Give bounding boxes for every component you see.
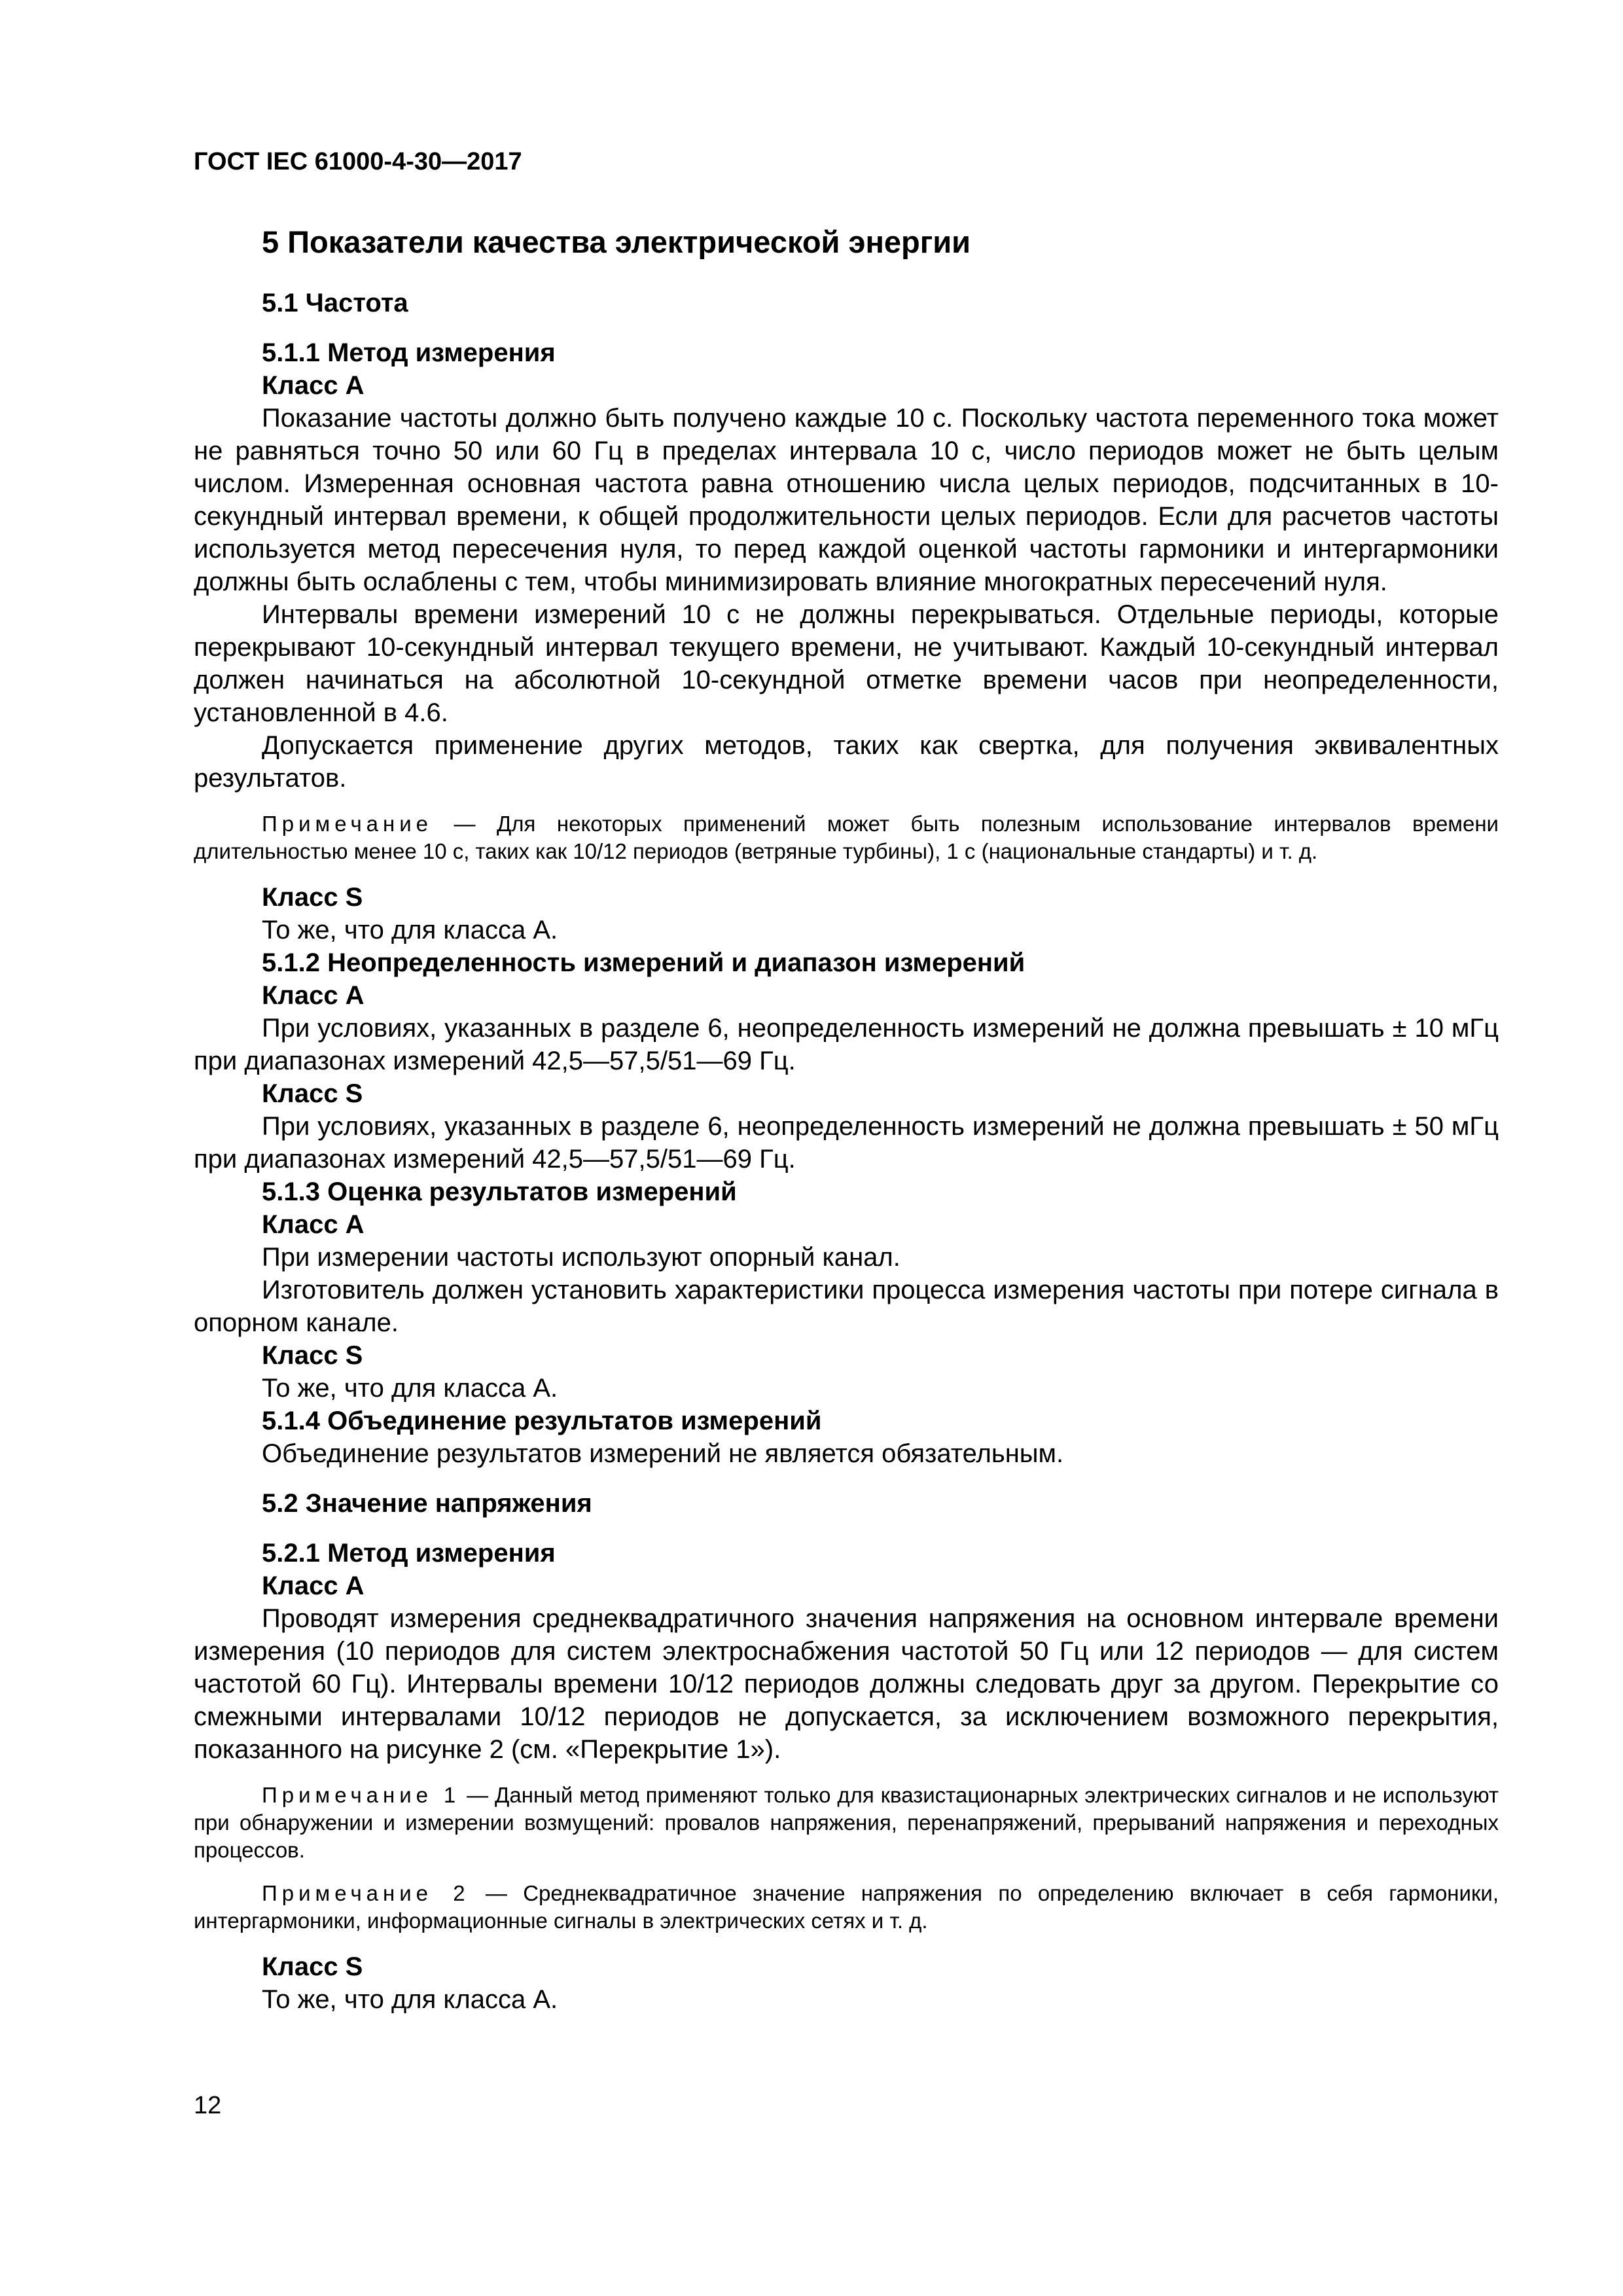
paragraph: Показание частоты должно быть получено каждые 10 с. Поскольку частота переменного тока может не равняться точно 50 или 60 Гц в пределах интервала 10 с, число периодов может не быть целым числом. Измеренная основная частота равна отношению числа целых периодов, подсчитанных в 10-секундный интервал времени, к общей продолжительности целых периодов. Если для расчетов частоты используется метод пересечения нуля, то перед каждой оценкой частоты гармоники и интергармоники должны быть ослаблены с тем, чтобы минимизировать влияние многократных пересечений нуля. — [194, 404, 1499, 596]
section-5-title: 5 Показатели качества электрической энергии — [262, 224, 971, 259]
page-content — [194, 223, 1499, 2016]
class-s-label: Класс S — [262, 1952, 363, 1981]
page-number: 12 — [194, 2092, 222, 2119]
paragraph: То же, что для класса А. — [262, 1985, 558, 2014]
note-label: Примечание 2 — [262, 1881, 470, 1905]
section-5-2-1-title: 5.2.1 Метод измерения — [262, 1539, 556, 1568]
note-text: — Среднеквадратичное значение напряжения по определению включает в себя гармоники, интергармоники, информационные сигналы в электрических сетях и т. д. — [194, 1881, 1499, 1933]
section-5-1-3-title: 5.1.3 Оценка результатов измерений — [262, 1177, 737, 1206]
class-s-label: Класс S — [262, 1079, 363, 1108]
class-a-label: Класс А — [262, 981, 365, 1010]
paragraph: Допускается применение других методов, таких как свертка, для получения эквивалентных результатов. — [194, 731, 1499, 793]
note-text: — Данный метод применяют только для квазистационарных электрических сигналов и не используют при обнаружении и измерении возмущений: провалов напряжения, перенапряжений, прерываний напряжения и переходных процессов. — [194, 1783, 1499, 1862]
paragraph: Изготовитель должен установить характеристики процесса измерения частоты при потере сигнала в опорном канале. — [194, 1276, 1499, 1337]
class-a-label: Класс А — [262, 1210, 365, 1239]
paragraph: Объединение результатов измерений не является обязательным. — [262, 1439, 1064, 1468]
section-5-1-title: 5.1 Частота — [262, 289, 408, 317]
section-5-1-2-title: 5.1.2 Неопределенность измерений и диапазон измерений — [262, 948, 1026, 977]
paragraph: При условиях, указанных в разделе 6, неопределенность измерений не должна превышать ± 10 мГц при диапазонах измерений 42,5—57,5/51—69 Гц. — [194, 1014, 1499, 1075]
note-text: — Для некоторых применений может быть полезным использование интервалов времени длительностью менее 10 с, таких как 10/12 периодов (ветряные турбины), 1 с (национальные стандарты) и т. д. — [194, 812, 1499, 863]
section-5-2-title: 5.2 Значение напряжения — [262, 1489, 592, 1518]
class-a-label: Класс А — [262, 371, 365, 400]
paragraph: То же, что для класса А. — [262, 916, 558, 944]
note-label: Примечание 1 — [262, 1783, 461, 1807]
class-s-label: Класс S — [262, 883, 363, 912]
note-label: Примечание — [262, 812, 433, 836]
paragraph: Проводят измерения среднеквадратичного значения напряжения на основном интервале времени измерения (10 периодов для систем электроснабжения частотой 50 Гц или 12 периодов — для систем частотой 60 Гц). Интервалы времени 10/12 периодов должны следовать друг за другом. Перекрытие со смежными интервалами 10/12 периодов не допускается, за исключением возможного перекрытия, показанного на рисунке 2 (см. «Перекрытие 1»). — [194, 1604, 1499, 1764]
paragraph: То же, что для класса А. — [262, 1374, 558, 1403]
paragraph: При условиях, указанных в разделе 6, неопределенность измерений не должна превышать ± 50 мГц при диапазонах измерений 42,5—57,5/51—69 Гц. — [194, 1112, 1499, 1174]
section-5-1-1-title: 5.1.1 Метод измерения — [262, 338, 556, 367]
document-header: ГОСТ IEC 61000-4-30—2017 — [194, 148, 522, 175]
paragraph: Интервалы времени измерений 10 с не должны перекрываться. Отдельные периоды, которые перекрывают 10-секундный интервал текущего времени, не учитывают. Каждый 10-секундный интервал должен начинаться на абсолютной 10-секундной отметке времени часов при неопределенности, установленной в 4.6. — [194, 600, 1499, 727]
paragraph: При измерении частоты используют опорный канал. — [262, 1243, 901, 1272]
note-2 — [194, 1880, 1499, 1935]
class-s-label: Класс S — [262, 1341, 363, 1370]
note — [194, 810, 1499, 865]
note-1 — [194, 1782, 1499, 1864]
section-5-1-4-title: 5.1.4 Объединение результатов измерений — [262, 1407, 822, 1435]
class-a-label: Класс А — [262, 1571, 365, 1600]
